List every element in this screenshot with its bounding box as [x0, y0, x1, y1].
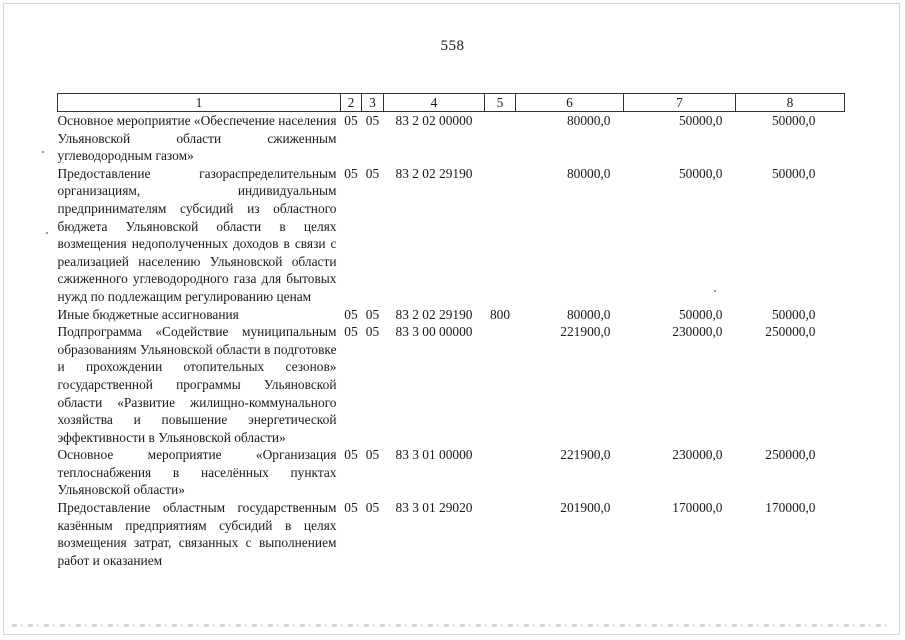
row-amount-6: 80000,0	[566, 306, 611, 322]
row-amount-6: 201900,0	[560, 500, 611, 516]
row-expense-type	[485, 112, 516, 165]
column-header-5: 5	[485, 94, 516, 112]
row-amount-7: 50000,0	[678, 306, 723, 322]
row-amount-6: 221900,0	[560, 447, 611, 463]
row-subsection: 05	[365, 447, 380, 463]
row-subsection: 05	[365, 500, 380, 516]
row-description: Подпрограмма «Содействие муниципальным образованиям Ульяновской области в подготовке и прохождении отопительных сезонов» государственной программы Ульяновской области «Развитие жилищно-коммунального хозяйства и повышение энергетической эффективности в Ульяновской области»	[57, 324, 337, 445]
table-header-row	[58, 94, 845, 112]
table-row	[58, 446, 845, 499]
scan-speck	[714, 290, 716, 292]
row-description: Предоставление газораспределительным организациям, индивидуальным предпринимателям субсидий из областного бюджета Ульяновской области в целях возмещения недополученных доходов в связи с реализацией населению Ульяновской области сжиженного углеводородного газа для бытовых нужд по подлежащим регулированию ценам	[57, 165, 337, 304]
row-expense-type	[485, 499, 516, 569]
row-expense-type	[485, 323, 516, 446]
column-header-4: 4	[384, 94, 485, 112]
row-target-code: 83 3 01 29020	[395, 500, 473, 516]
column-header-7: 7	[624, 94, 736, 112]
row-amount-8: 250000,0	[765, 324, 816, 340]
row-amount-6: 221900,0	[560, 324, 611, 340]
table-row	[58, 165, 845, 306]
table-row	[58, 306, 845, 324]
row-subsection: 05	[365, 165, 380, 181]
row-target-code: 83 3 00 00000	[395, 324, 473, 340]
row-amount-8: 50000,0	[771, 306, 816, 322]
row-description: Основное мероприятие «Организация теплоснабжения в населённых пунктах Ульяновской области»	[57, 447, 337, 498]
table-row	[58, 499, 845, 569]
row-subsection: 05	[365, 324, 380, 340]
row-section: 05	[344, 113, 358, 128]
row-target-code: 83 3 01 00000	[395, 447, 473, 463]
row-description: Иные бюджетные ассигнования	[57, 306, 239, 322]
column-header-6: 6	[516, 94, 624, 112]
row-target-code: 83 2 02 29190	[395, 165, 473, 181]
row-amount-8: 250000,0	[765, 447, 816, 463]
scan-speck	[46, 232, 48, 234]
scan-edge-artifact	[12, 624, 892, 627]
row-section: 05	[344, 500, 358, 516]
row-amount-7: 50000,0	[678, 165, 723, 181]
table-row	[58, 112, 845, 165]
row-expense-type: 800	[489, 306, 511, 322]
row-target-code: 83 2 02 29190	[395, 306, 473, 322]
row-amount-7: 50000,0	[678, 113, 723, 128]
row-amount-8: 170000,0	[765, 500, 816, 516]
budget-table	[57, 93, 845, 569]
row-section: 05	[344, 324, 358, 340]
row-target-code: 83 2 02 00000	[395, 113, 473, 128]
row-amount-7: 230000,0	[672, 324, 723, 340]
row-section: 05	[344, 447, 358, 463]
row-subsection: 05	[365, 113, 380, 128]
scan-speck	[42, 151, 44, 153]
row-subsection: 05	[365, 306, 380, 322]
row-amount-6: 80000,0	[566, 165, 611, 181]
row-amount-8: 50000,0	[771, 165, 816, 181]
column-header-2: 2	[341, 94, 362, 112]
row-description: Основное мероприятие «Обеспечение населения Ульяновской области сжиженным углеводородным газом»	[57, 113, 337, 164]
row-amount-6: 80000,0	[566, 113, 611, 128]
table-row	[58, 323, 845, 446]
row-section: 05	[344, 306, 358, 322]
row-amount-8: 50000,0	[771, 113, 816, 128]
row-expense-type	[485, 446, 516, 499]
column-header-1: 1	[58, 94, 341, 112]
row-expense-type	[485, 165, 516, 306]
column-header-8: 8	[736, 94, 845, 112]
column-header-3: 3	[362, 94, 384, 112]
row-amount-7: 170000,0	[672, 500, 723, 516]
row-amount-7: 230000,0	[672, 447, 723, 463]
row-section: 05	[344, 165, 358, 181]
page-number: 558	[440, 38, 465, 54]
row-description: Предоставление областным государственным казённым предприятиям субсидий в целях возмещения затрат, связанных с выполнением работ и оказанием	[57, 500, 337, 568]
